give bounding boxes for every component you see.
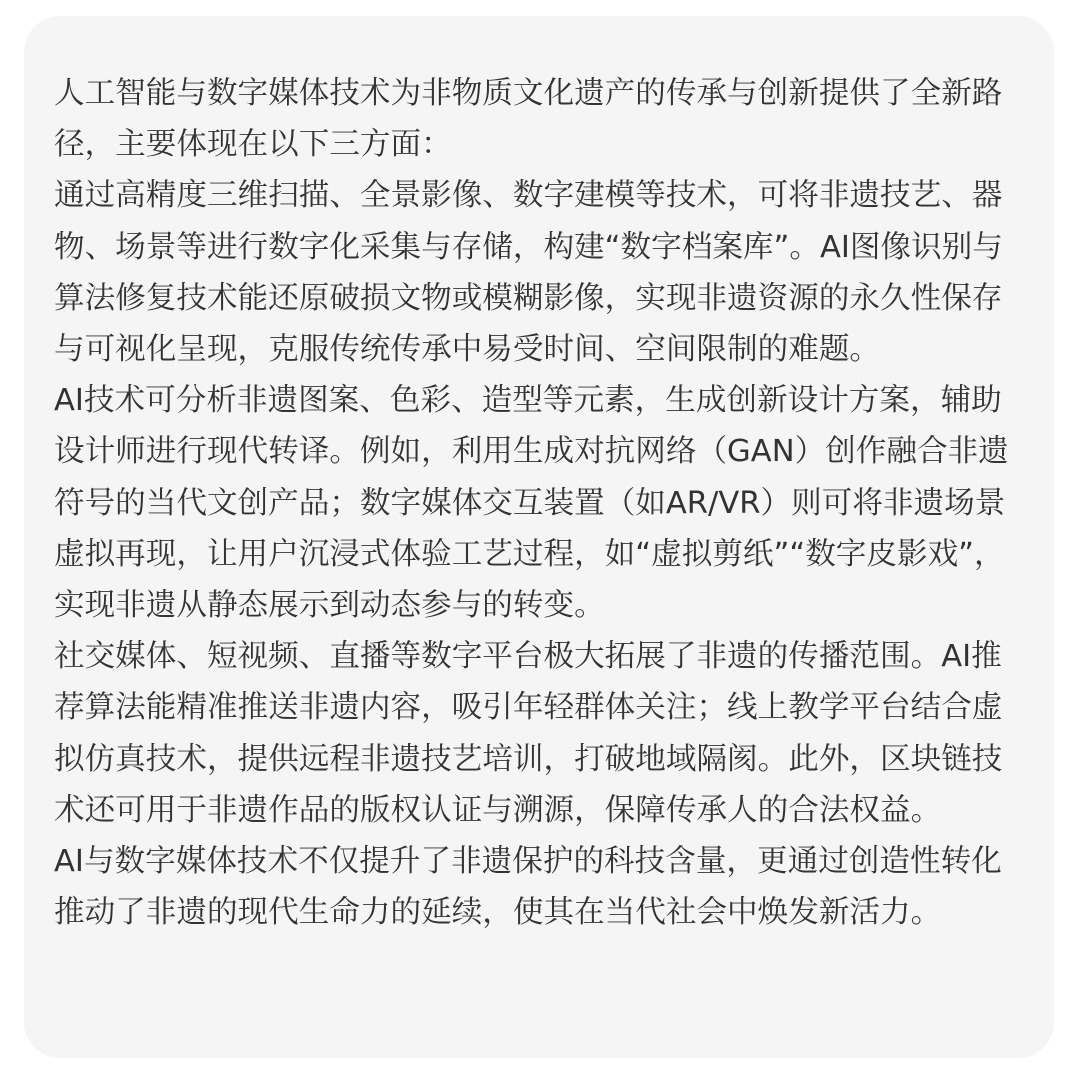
article-body	[54, 68, 1024, 938]
text-card	[24, 16, 1054, 1058]
paragraph-conclusion: AI与数字媒体技术不仅提升了非遗保护的科技含量，更通过创造性转化推动了非遗的现代生命力的延续，使其在当代社会中焕发新活力。	[54, 844, 1002, 931]
paragraph-intro: 人工智能与数字媒体技术为非物质文化遗产的传承与创新提供了全新路径，主要体现在以下三方面：	[54, 76, 1003, 163]
paragraph-creative-design: AI技术可分析非遗图案、色彩、造型等元素，生成创新设计方案，辅助设计师进行现代转译。例如，利用生成对抗网络（GAN）创作融合非遗符号的当代文创产品；数字媒体交互装置（如AR/VR）则可将非遗场景虚拟再现，让用户沉浸式体验工艺过程，如“虚拟剪纸”“数字皮影戏”，实现非遗从静态展示到动态参与的转变。	[54, 383, 1009, 624]
paragraph-dissemination: 社交媒体、短视频、直播等数字平台极大拓展了非遗的传播范围。AI推荐算法能精准推送非遗内容，吸引年轻群体关注；线上教学平台结合虚拟仿真技术，提供远程非遗技艺培训，打破地域隔阂。此外，区块链技术还可用于非遗作品的版权认证与溯源，保障传承人的合法权益。	[54, 639, 1003, 828]
paragraph-digital-archive: 通过高精度三维扫描、全景影像、数字建模等技术，可将非遗技艺、器物、场景等进行数字化采集与存储，构建“数字档案库”。AI图像识别与算法修复技术能还原破损文物或模糊影像，实现非遗资源的永久性保存与可视化呈现，克服传统传承中易受时间、空间限制的难题。	[54, 178, 1003, 368]
